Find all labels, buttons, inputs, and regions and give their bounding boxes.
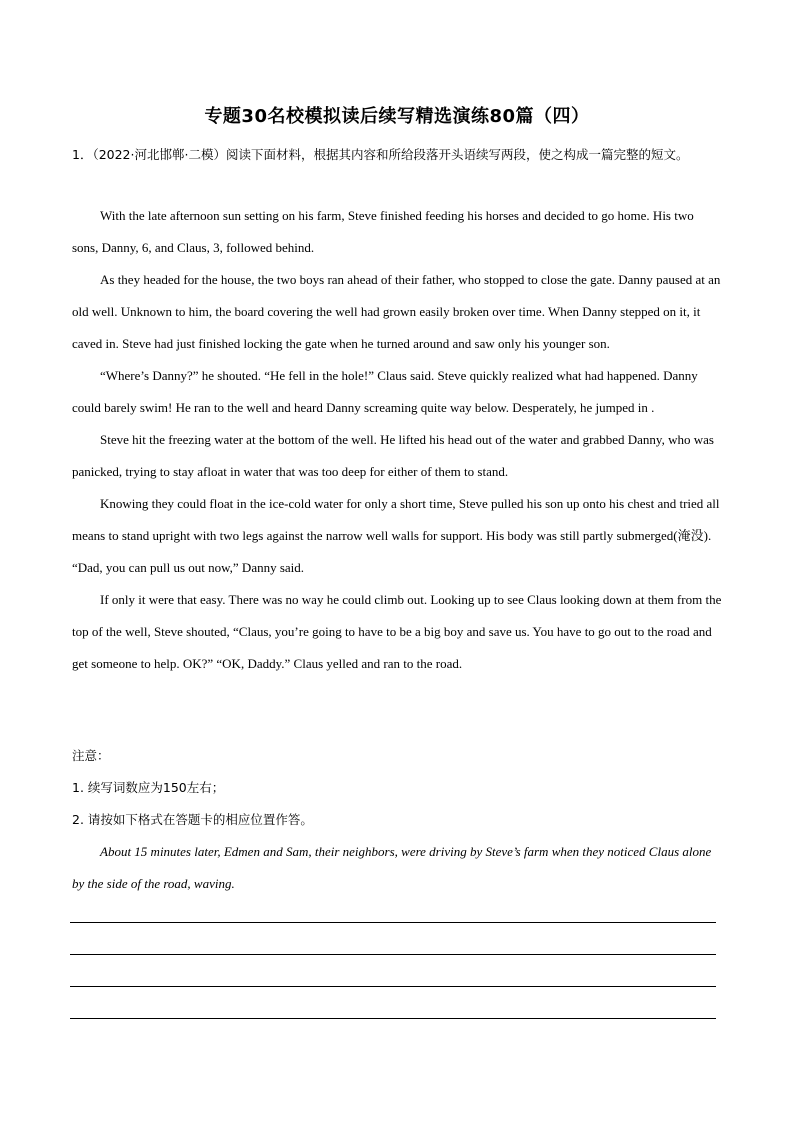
notes-heading: 注意： bbox=[72, 748, 110, 763]
note-item-2: 2. 请按如下格式在答题卡的相应位置作答。 bbox=[72, 812, 313, 827]
note-item-1: 1. 续写词数应为150左右； bbox=[72, 780, 225, 795]
answer-line-2 bbox=[70, 954, 716, 955]
passage-paragraph-5: Knowing they could float in the ice-cold water for only a short time, Steve pulled his son up onto his chest and tried all means to stand upright with two legs against the narrow well walls for support. His body was still partly submerged(淹没). “Dad, you can pull us out now,” Danny said. bbox=[72, 496, 720, 575]
question-intro-block bbox=[72, 139, 722, 171]
page-title: 专题30名校模拟读后续写精选演练80篇（四） bbox=[204, 106, 590, 127]
continuation-lead bbox=[72, 836, 722, 900]
notes-block bbox=[72, 740, 722, 836]
lead-sentence: About 15 minutes later, Edmen and Sam, their neighbors, were driving by Steve’s farm when they noticed Claus alone by the side of the road, waving. bbox=[72, 844, 712, 891]
answer-line-3 bbox=[70, 986, 716, 987]
passage-paragraph-3: “Where’s Danny?” he shouted. “He fell in the hole!” Claus said. Steve quickly realized what had happened. Danny could barely swim! He ran to the well and heard Danny screaming quite way below. Desperately, he jumped in . bbox=[72, 368, 698, 415]
passage-paragraph-4: Steve hit the freezing water at the bottom of the well. He lifted his head out of the water and grabbed Danny, who was panicked, trying to stay afloat in water that was too deep for either of them to stand. bbox=[72, 432, 714, 479]
passage-paragraph-1: With the late afternoon sun setting on his farm, Steve finished feeding his horses and decided to go home. His two sons, Danny, 6, and Claus, 3, followed behind. bbox=[72, 208, 694, 255]
passage-paragraph-6: If only it were that easy. There was no way he could climb out. Looking up to see Claus looking down at them from the top of the well, Steve shouted, “Claus, you’re going to have to be a big boy and save us. You have to go out to the road and get someone to help. OK?” “OK, Daddy.” Claus yelled and ran to the road. bbox=[72, 592, 722, 671]
passage-paragraph-2: As they headed for the house, the two boys ran ahead of their father, who stopped to close the gate. Danny paused at an old well. Unknown to him, the board covering the well had grown easily broken over time. When Danny stepped on it, it caved in. Steve had just finished locking the gate when he turned around and saw only his younger son. bbox=[72, 272, 721, 351]
answer-line-1 bbox=[70, 922, 716, 923]
reading-passage bbox=[72, 200, 722, 680]
question-intro: 1．（2022·河北邯郸·二模）阅读下面材料，根据其内容和所给段落开头语续写两段，使之构成一篇完整的短文。 bbox=[72, 147, 689, 162]
answer-line-4 bbox=[70, 1018, 716, 1019]
